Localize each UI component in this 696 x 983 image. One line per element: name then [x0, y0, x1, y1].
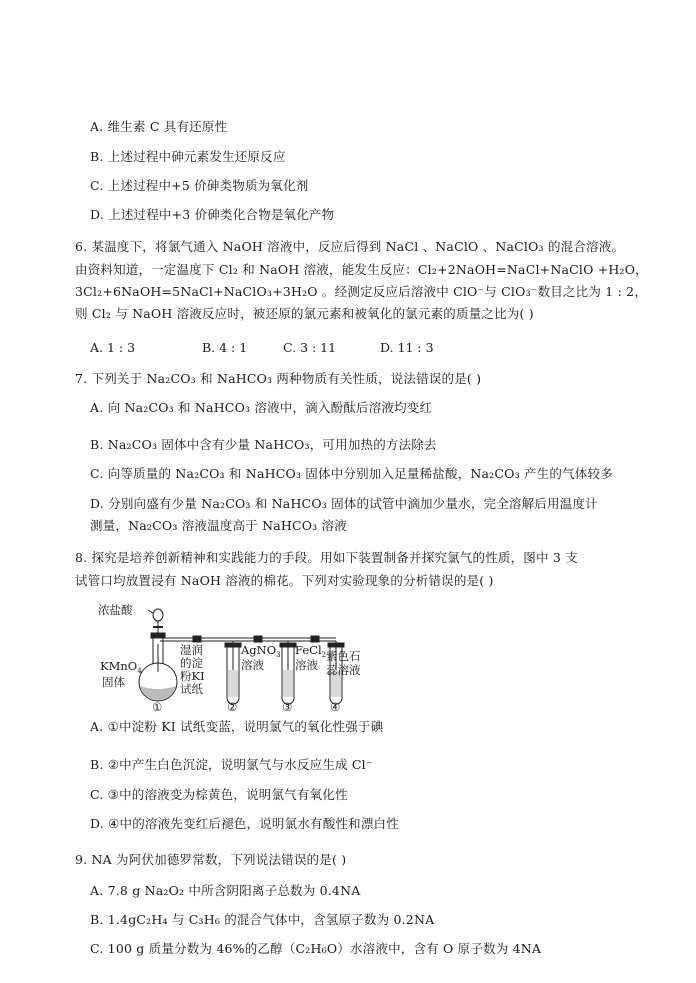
label-kmno4: KMnO$_4$: [100, 659, 142, 675]
q7-option-d-cont: 测量，Na₂CO₃ 溶液温度高于 NaHCO₃ 溶液: [90, 518, 347, 533]
q9-option-c: C. 100 g 质量分数为 46%的乙醇（C₂H₆O）水溶液中，含有 O 原子数为 4NA: [90, 941, 542, 956]
q8-option-b: B. ②中产生白色沉淀，说明氯气与水反应生成 Cl⁻: [90, 757, 373, 772]
q8-option-d: D. ④中的溶液先变红后褪色，说明氯水有酸性和漂白性: [90, 816, 399, 831]
q5-option-b: B. 上述过程中砷元素发生还原反应: [90, 149, 286, 164]
label-fecl2-solution: 溶液: [295, 658, 318, 672]
label-num-3: ③: [282, 700, 293, 712]
label-conc-hcl: 浓盐酸: [98, 603, 133, 617]
label-num-1: ①: [152, 700, 163, 712]
q7-option-d: D. 分别向盛有少量 Na₂CO₃ 和 NaHCO₃ 固体的试管中滴加少量水，完全溶解后用温度计: [90, 496, 598, 511]
label-agno3: AgNO$_3$: [241, 643, 281, 659]
label-ki-paper-4: 试纸: [180, 682, 203, 696]
q8-stem-line-1: 8. 探究是培养创新精神和实践能力的手段。用如下装置制备并探究氯气的性质，图中 3 支: [75, 550, 578, 565]
q7-option-c: C. 向等质量的 Na₂CO₃ 和 NaHCO₃ 固体中分别加入足量稀盐酸，Na₂CO₃ 产生的气体较多: [90, 466, 613, 481]
q6-option-c: C. 3 : 11: [283, 340, 337, 355]
label-litmus-1: 紫色石: [326, 649, 361, 663]
label-fecl2: FeCl$_2$: [295, 643, 327, 659]
q6-stem-line-4: 则 Cl₂ 与 NaOH 溶液反应时，被还原的氯元素和被氧化的氯元素的质量之比为( ): [75, 306, 534, 321]
q8-option-c: C. ③中的溶液变为棕黄色，说明氯气有氧化性: [90, 787, 348, 802]
label-ki-paper-1: 湿润: [180, 643, 203, 657]
q6-stem-line-1: 6. 某温度下，将氯气通入 NaOH 溶液中，反应后得到 NaCl 、NaClO 、NaClO₃ 的混合溶液。: [75, 239, 625, 254]
q9-option-a: A. 7.8 g Na₂O₂ 中所含阴阳离子总数为 0.4NA: [90, 883, 361, 898]
q7-stem: 7. 下列关于 Na₂CO₃ 和 NaHCO₃ 两种物质有关性质，说法错误的是( ): [75, 371, 482, 386]
q6-stem-line-3: 3Cl₂+6NaOH=5NaCl+NaClO₃+3H₂O 。经测定反应后溶液中 ClO⁻与 ClO₃⁻数目之比为 1 : 2，: [75, 284, 648, 299]
label-agno3-solution: 溶液: [241, 658, 264, 672]
q9-stem: 9. NA 为阿伏加德罗常数，下列说法错误的是( ): [75, 852, 347, 867]
label-ki-paper-3: 粉KI: [180, 669, 205, 683]
q6-stem-line-2: 由资料知道，一定温度下 Cl₂ 和 NaOH 溶液，能发生反应：Cl₂+2NaOH=NaCl+NaClO +H₂O，: [75, 262, 648, 277]
q9-option-b: B. 1.4gC₂H₄ 与 C₃H₆ 的混合气体中，含氢原子数为 0.2NA: [90, 912, 435, 927]
q6-option-d: D. 11 : 3: [380, 340, 434, 355]
label-solid: 固体: [102, 675, 125, 689]
q8-option-a: A. ①中淀粉 KI 试纸变蓝，说明氯气的氧化性强于碘: [90, 719, 384, 734]
q6-option-b: B. 4 : 1: [202, 340, 248, 355]
q5-option-c: C. 上述过程中+5 价砷类物质为氧化剂: [90, 178, 309, 193]
q7-option-a: A. 向 Na₂CO₃ 和 NaHCO₃ 溶液中，滴入酚酞后溶液均变红: [90, 400, 433, 415]
q8-stem-line-2: 试管口均放置浸有 NaOH 溶液的棉花。下列对实验现象的分析错误的是( ): [75, 573, 494, 588]
label-num-2: ②: [227, 700, 238, 712]
q6-option-a: A. 1 : 3: [90, 340, 136, 355]
label-ki-paper-2: 的淀: [180, 656, 203, 670]
chlorine-apparatus-diagram: [96, 600, 366, 712]
label-num-4: ④: [330, 700, 341, 712]
q5-option-a: A. 维生素 C 具有还原性: [90, 119, 228, 134]
q5-option-d: D. 上述过程中+3 价砷类化合物是氧化产物: [90, 207, 335, 222]
q7-option-b: B. Na₂CO₃ 固体中含有少量 NaHCO₃，可用加热的方法除去: [90, 437, 437, 452]
label-litmus-2: 蕊溶液: [326, 663, 361, 677]
